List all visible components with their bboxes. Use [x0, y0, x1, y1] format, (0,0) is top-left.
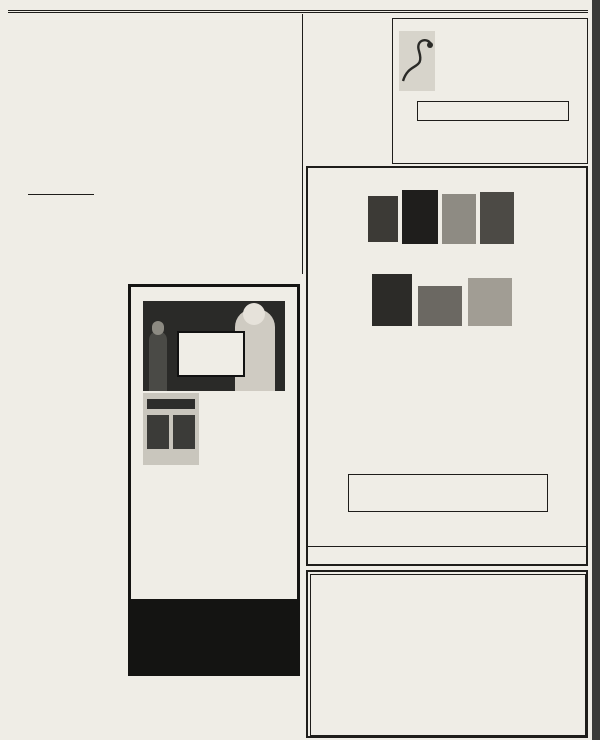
- speaker-shape: [147, 415, 169, 449]
- person-head-right: [243, 303, 265, 325]
- book-cover: [480, 192, 514, 244]
- masthead-rule-2: [8, 12, 588, 13]
- free-lesson-box: [348, 474, 548, 512]
- ray-audio-blurb: [201, 395, 285, 461]
- ray-audio-footer: [131, 599, 297, 673]
- lunch-special-ad: [392, 18, 588, 164]
- dragon-illustration: [399, 31, 435, 91]
- textbook-stack: [372, 274, 412, 326]
- brand-list-top: [141, 288, 289, 298]
- spooner-col-1: [30, 66, 90, 190]
- stereo-warehouse-title: [177, 331, 245, 377]
- textbooks-photo: [368, 270, 518, 330]
- brand-list-left: [132, 301, 142, 521]
- sunwear-col-1: [104, 167, 200, 282]
- sunwear-col-2: [204, 155, 300, 282]
- ray-audio-ad: [128, 284, 300, 676]
- city-band-body: [30, 252, 94, 737]
- equipment-photo: [143, 393, 199, 465]
- jazz-inner-border: [310, 574, 586, 736]
- masthead-rule: [8, 10, 588, 11]
- brand-list-right: [286, 301, 297, 551]
- warehouse-photo: [143, 301, 285, 391]
- book-cover: [402, 190, 438, 244]
- person-head-left: [152, 321, 164, 335]
- price-list: [145, 469, 283, 589]
- restaurant-name: [417, 101, 569, 121]
- jazz-place-ad: [306, 570, 588, 738]
- dragon-icon: [399, 31, 435, 91]
- reading-dynamics-ad: [306, 166, 588, 566]
- person-figure-left: [149, 331, 167, 391]
- textbook-stack: [418, 286, 462, 326]
- column-rule: [302, 14, 303, 274]
- receiver-shape: [147, 399, 195, 409]
- book-cover: [442, 194, 476, 244]
- footer-rule: [308, 546, 586, 547]
- textbook-stack: [468, 278, 512, 326]
- speaker-shape-2: [173, 415, 195, 449]
- paperbacks-body: [306, 50, 390, 160]
- spooner-col-2: [96, 54, 154, 142]
- divider: [28, 194, 94, 195]
- brand-list-bottom: [145, 589, 283, 597]
- bestseller-books-photo: [368, 188, 518, 248]
- book-cover: [368, 196, 398, 242]
